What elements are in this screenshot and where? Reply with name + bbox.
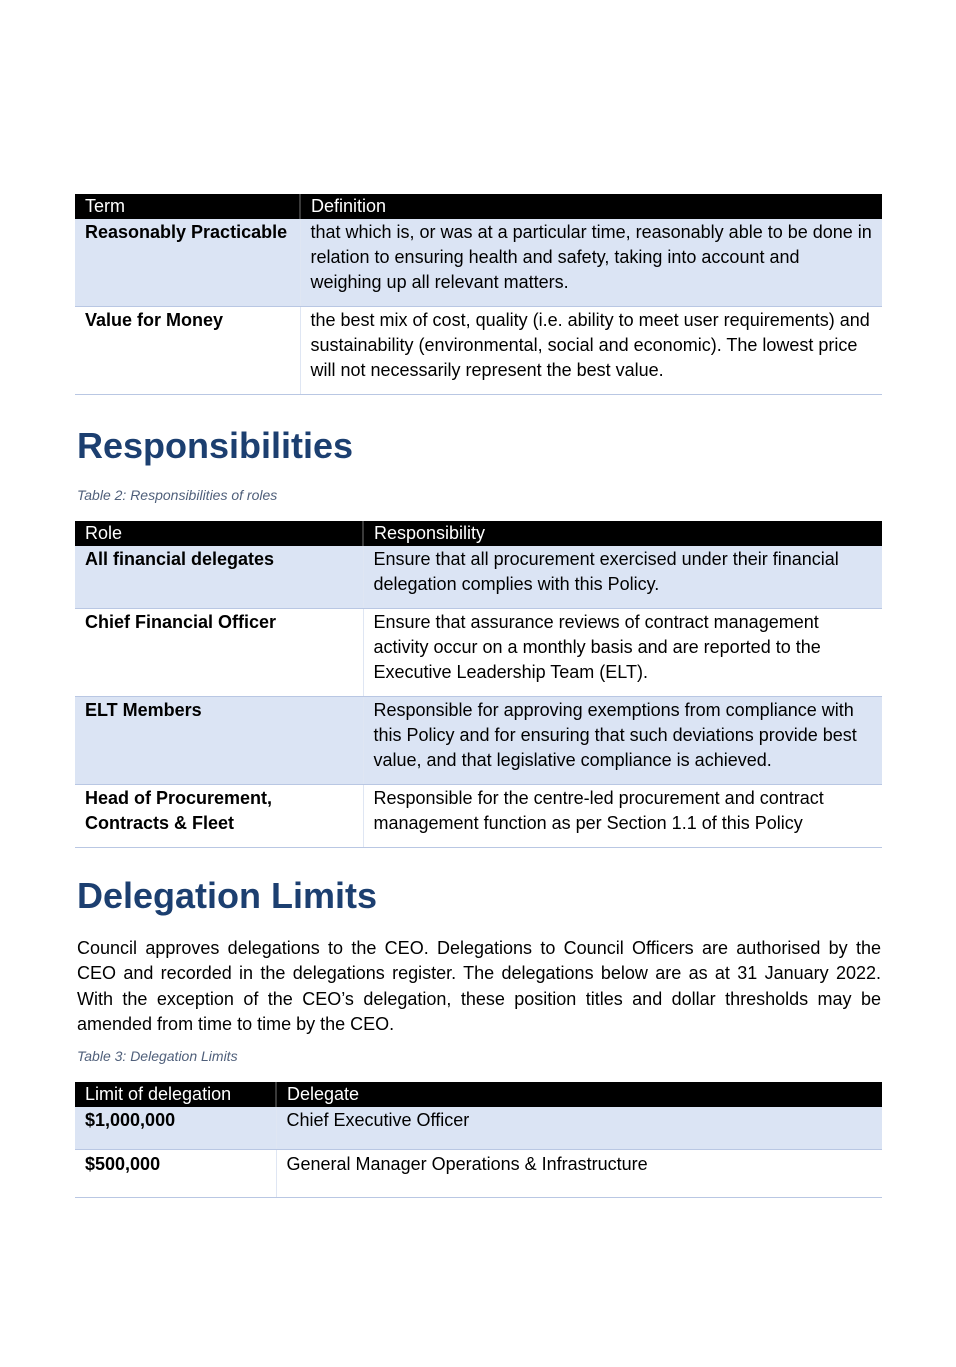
delegation-limits-table-caption: Table 3: Delegation Limits	[77, 1048, 238, 1064]
table-row	[75, 546, 882, 609]
limit-cell: $500,000	[75, 1150, 276, 1198]
term-cell: Value for Money	[75, 307, 300, 395]
table-row	[75, 219, 882, 307]
delegation-limits-heading: Delegation Limits	[77, 875, 378, 916]
table-row	[75, 697, 882, 785]
table-row	[75, 307, 882, 395]
role-cell: ELT Members	[75, 697, 363, 785]
table-row	[75, 1150, 882, 1198]
column-header-responsibility: Responsibility	[363, 521, 882, 546]
definition-cell: that which is, or was at a particular time, reasonably able to be done in relation to ensuring health and safety, taking into account and weighing up all relevant matters.	[300, 219, 882, 307]
table-row	[75, 609, 882, 697]
table-row	[75, 1107, 882, 1150]
responsibilities-table	[75, 521, 882, 848]
delegation-limits-table	[75, 1082, 882, 1198]
column-header-limit: Limit of delegation	[75, 1082, 276, 1107]
delegate-cell: Chief Executive Officer	[276, 1107, 882, 1150]
responsibilities-table-caption: Table 2: Responsibilities of roles	[77, 487, 278, 503]
responsibility-cell: Responsible for the centre-led procurement and contract management function as per Section 1.1 of this Policy	[363, 785, 882, 848]
role-cell: All financial delegates	[75, 546, 363, 609]
term-cell: Reasonably Practicable	[75, 219, 300, 307]
column-header-term: Term	[75, 194, 300, 219]
role-cell: Chief Financial Officer	[75, 609, 363, 697]
responsibility-cell: Ensure that all procurement exercised under their financial delegation complies with this Policy.	[363, 546, 882, 609]
terms-table	[75, 194, 882, 395]
table-row	[75, 785, 882, 848]
table-header-row	[75, 1082, 882, 1107]
responsibility-cell: Responsible for approving exemptions from compliance with this Policy and for ensuring that such deviations provide best value, and that legislative compliance is achieved.	[363, 697, 882, 785]
column-header-definition: Definition	[300, 194, 882, 219]
definition-cell: the best mix of cost, quality (i.e. ability to meet user requirements) and sustainability (environmental, social and economic). The lowest price will not necessarily represent the best value.	[300, 307, 882, 395]
delegation-limits-paragraph: Council approves delegations to the CEO. Delegations to Council Officers are authorised by the CEO and recorded in the delegations register. The delegations below are as at 31 January 2022. With the exception of the CEO’s delegation, these position titles and dollar thresholds may be amended from time to time by the CEO.	[77, 938, 881, 1034]
column-header-delegate: Delegate	[276, 1082, 882, 1107]
table-header-row	[75, 194, 882, 219]
delegate-cell: General Manager Operations & Infrastructure	[276, 1150, 882, 1198]
table-header-row	[75, 521, 882, 546]
responsibilities-heading: Responsibilities	[77, 425, 354, 466]
column-header-role: Role	[75, 521, 363, 546]
limit-cell: $1,000,000	[75, 1107, 276, 1150]
responsibility-cell: Ensure that assurance reviews of contract management activity occur on a monthly basis and are reported to the Executive Leadership Team (ELT).	[363, 609, 882, 697]
role-cell: Head of Procurement, Contracts & Fleet	[75, 785, 363, 848]
